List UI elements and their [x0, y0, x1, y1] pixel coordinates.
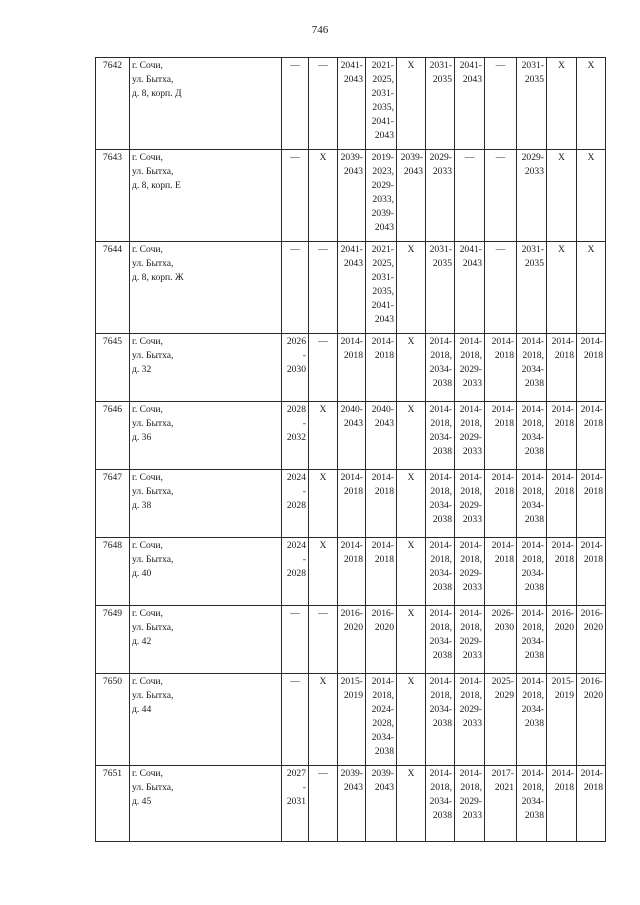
- period-cell: 2014- 2018, 2034- 2038: [517, 470, 547, 538]
- period-cell: 2014- 2018, 2034- 2038: [426, 674, 455, 766]
- period-cell: 2014- 2018: [577, 538, 606, 606]
- period-cell: 2039- 2043: [338, 150, 366, 242]
- not-applicable-mark: X: [309, 150, 338, 242]
- empty-dash: —: [309, 606, 338, 674]
- period-cell: 2014- 2018, 2034- 2038: [426, 538, 455, 606]
- period-cell: 2027- 2031: [282, 766, 309, 842]
- address-line: ул. Бытха,: [132, 350, 174, 361]
- period-cell: 2014- 2018: [338, 538, 366, 606]
- period-cell: 2014- 2018: [577, 470, 606, 538]
- period-cell: 2014- 2018: [485, 470, 517, 538]
- building-address: [130, 606, 282, 674]
- period-cell: 2015- 2019: [338, 674, 366, 766]
- table-body: [96, 58, 606, 842]
- period-cell: 2014- 2018, 2034- 2038: [426, 334, 455, 402]
- not-applicable-mark: X: [309, 674, 338, 766]
- empty-dash: —: [309, 334, 338, 402]
- period-cell: 2041- 2043: [338, 242, 366, 334]
- period-cell: 2014- 2018, 2034- 2038: [426, 766, 455, 842]
- period-cell: 2040- 2043: [366, 402, 397, 470]
- period-cell: 2014- 2018, 2034- 2038: [426, 402, 455, 470]
- address-line: д. 8, корп. Ж: [132, 272, 184, 283]
- address-line: д. 44: [132, 704, 152, 715]
- empty-dash: —: [455, 150, 485, 242]
- not-applicable-mark: X: [397, 538, 426, 606]
- empty-dash: —: [309, 242, 338, 334]
- address-line: г. Сочи,: [132, 608, 163, 619]
- period-cell: 2031- 2035: [517, 58, 547, 150]
- page-number: 746: [311, 24, 329, 36]
- address-line: г. Сочи,: [132, 676, 163, 687]
- row-number: 7643: [96, 150, 130, 242]
- row-number: 7651: [96, 766, 130, 842]
- building-address: [130, 334, 282, 402]
- period-cell: 2017- 2021: [485, 766, 517, 842]
- table-row: [96, 242, 606, 334]
- period-cell: 2031- 2035: [426, 58, 455, 150]
- period-cell: 2031- 2035: [517, 242, 547, 334]
- not-applicable-mark: X: [577, 150, 606, 242]
- period-cell: 2014- 2018: [366, 470, 397, 538]
- period-cell: 2014- 2018: [547, 402, 577, 470]
- period-cell: 2014- 2018, 2024- 2028, 2034- 2038: [366, 674, 397, 766]
- address-line: ул. Бытха,: [132, 622, 174, 633]
- not-applicable-mark: X: [397, 606, 426, 674]
- period-cell: 2014- 2018, 2034- 2038: [517, 402, 547, 470]
- row-number: 7646: [96, 402, 130, 470]
- table-row: [96, 334, 606, 402]
- not-applicable-mark: X: [547, 242, 577, 334]
- period-cell: 2014- 2018: [366, 538, 397, 606]
- building-address: [130, 58, 282, 150]
- not-applicable-mark: X: [577, 58, 606, 150]
- period-cell: 2029- 2033: [426, 150, 455, 242]
- period-cell: 2014- 2018, 2029- 2033: [455, 402, 485, 470]
- period-cell: 2014- 2018, 2034- 2038: [517, 334, 547, 402]
- row-number: 7647: [96, 470, 130, 538]
- period-cell: 2041- 2043: [338, 58, 366, 150]
- period-cell: 2014- 2018: [485, 402, 517, 470]
- row-number: 7644: [96, 242, 130, 334]
- period-cell: 2021- 2025, 2031- 2035, 2041- 2043: [366, 58, 397, 150]
- empty-dash: —: [485, 150, 517, 242]
- period-cell: 2021- 2025, 2031- 2035, 2041- 2043: [366, 242, 397, 334]
- table-row: [96, 402, 606, 470]
- period-cell: 2029- 2033: [517, 150, 547, 242]
- period-cell: 2014- 2018: [366, 334, 397, 402]
- empty-dash: —: [485, 58, 517, 150]
- period-cell: 2014- 2018: [338, 334, 366, 402]
- period-cell: 2014- 2018, 2029- 2033: [455, 538, 485, 606]
- not-applicable-mark: X: [309, 470, 338, 538]
- empty-dash: —: [309, 58, 338, 150]
- period-cell: 2014- 2018, 2029- 2033: [455, 674, 485, 766]
- not-applicable-mark: X: [397, 402, 426, 470]
- address-line: д. 42: [132, 636, 152, 647]
- period-cell: 2014- 2018, 2029- 2033: [455, 606, 485, 674]
- building-address: [130, 674, 282, 766]
- address-line: ул. Бытха,: [132, 486, 174, 497]
- period-cell: 2014- 2018: [338, 470, 366, 538]
- not-applicable-mark: X: [397, 766, 426, 842]
- period-cell: 2024- 2028: [282, 538, 309, 606]
- row-number: 7650: [96, 674, 130, 766]
- period-cell: 2014- 2018, 2034- 2038: [426, 606, 455, 674]
- period-cell: 2014- 2018: [485, 538, 517, 606]
- row-number: 7645: [96, 334, 130, 402]
- address-line: д. 38: [132, 500, 152, 511]
- period-cell: 2039- 2043: [397, 150, 426, 242]
- building-address: [130, 470, 282, 538]
- address-line: ул. Бытха,: [132, 258, 174, 269]
- not-applicable-mark: X: [309, 538, 338, 606]
- period-cell: 2015- 2019: [547, 674, 577, 766]
- table-row: [96, 606, 606, 674]
- period-cell: 2024- 2028: [282, 470, 309, 538]
- building-address: [130, 766, 282, 842]
- building-address: [130, 150, 282, 242]
- address-line: д. 32: [132, 364, 152, 375]
- address-line: г. Сочи,: [132, 152, 163, 163]
- period-cell: 2019- 2023, 2029- 2033, 2039- 2043: [366, 150, 397, 242]
- period-cell: 2014- 2018: [547, 334, 577, 402]
- table-row: [96, 674, 606, 766]
- row-number: 7649: [96, 606, 130, 674]
- row-number: 7642: [96, 58, 130, 150]
- empty-dash: —: [282, 58, 309, 150]
- not-applicable-mark: X: [397, 674, 426, 766]
- empty-dash: —: [282, 674, 309, 766]
- address-line: д. 8, корп. Д: [132, 88, 182, 99]
- address-line: ул. Бытха,: [132, 74, 174, 85]
- table-row: [96, 470, 606, 538]
- period-cell: 2014- 2018: [577, 766, 606, 842]
- address-line: ул. Бытха,: [132, 690, 174, 701]
- empty-dash: —: [282, 150, 309, 242]
- period-cell: 2016- 2020: [577, 606, 606, 674]
- period-cell: 2026- 2030: [282, 334, 309, 402]
- address-line: д. 8, корп. Е: [132, 180, 181, 191]
- address-line: г. Сочи,: [132, 768, 163, 779]
- period-cell: 2014- 2018: [547, 470, 577, 538]
- address-line: д. 40: [132, 568, 152, 579]
- empty-dash: —: [485, 242, 517, 334]
- period-cell: 2014- 2018, 2034- 2038: [517, 538, 547, 606]
- address-line: г. Сочи,: [132, 60, 163, 71]
- building-address: [130, 242, 282, 334]
- not-applicable-mark: X: [547, 58, 577, 150]
- address-line: ул. Бытха,: [132, 554, 174, 565]
- period-cell: 2026- 2030: [485, 606, 517, 674]
- row-number: 7648: [96, 538, 130, 606]
- period-cell: 2014- 2018, 2034- 2038: [517, 674, 547, 766]
- table-row: [96, 58, 606, 150]
- not-applicable-mark: X: [397, 470, 426, 538]
- period-cell: 2031- 2035: [426, 242, 455, 334]
- address-line: ул. Бытха,: [132, 418, 174, 429]
- period-cell: 2014- 2018, 2029- 2033: [455, 470, 485, 538]
- table-row: [96, 766, 606, 842]
- not-applicable-mark: X: [397, 242, 426, 334]
- address-line: г. Сочи,: [132, 540, 163, 551]
- address-line: г. Сочи,: [132, 472, 163, 483]
- period-cell: 2016- 2020: [338, 606, 366, 674]
- empty-dash: —: [309, 766, 338, 842]
- period-cell: 2014- 2018, 2029- 2033: [455, 766, 485, 842]
- not-applicable-mark: X: [309, 402, 338, 470]
- table-row: [96, 150, 606, 242]
- empty-dash: —: [282, 606, 309, 674]
- period-cell: 2016- 2020: [366, 606, 397, 674]
- empty-dash: —: [282, 242, 309, 334]
- period-cell: 2016- 2020: [577, 674, 606, 766]
- period-cell: 2041- 2043: [455, 242, 485, 334]
- building-address: [130, 538, 282, 606]
- period-cell: 2014- 2018: [577, 402, 606, 470]
- not-applicable-mark: X: [397, 58, 426, 150]
- period-cell: 2014- 2018, 2034- 2038: [517, 766, 547, 842]
- building-repair-schedule-table: [95, 57, 606, 842]
- period-cell: 2040- 2043: [338, 402, 366, 470]
- period-cell: 2014- 2018, 2034- 2038: [517, 606, 547, 674]
- period-cell: 2025- 2029: [485, 674, 517, 766]
- period-cell: 2039- 2043: [366, 766, 397, 842]
- address-line: г. Сочи,: [132, 244, 163, 255]
- period-cell: 2016- 2020: [547, 606, 577, 674]
- address-line: д. 36: [132, 432, 152, 443]
- not-applicable-mark: X: [547, 150, 577, 242]
- address-line: ул. Бытха,: [132, 166, 174, 177]
- period-cell: 2014- 2018: [485, 334, 517, 402]
- period-cell: 2039- 2043: [338, 766, 366, 842]
- building-address: [130, 402, 282, 470]
- period-cell: 2014- 2018: [577, 334, 606, 402]
- table-row: [96, 538, 606, 606]
- period-cell: 2014- 2018, 2029- 2033: [455, 334, 485, 402]
- address-line: г. Сочи,: [132, 404, 163, 415]
- not-applicable-mark: X: [397, 334, 426, 402]
- period-cell: 2041- 2043: [455, 58, 485, 150]
- address-line: д. 45: [132, 796, 152, 807]
- period-cell: 2028- 2032: [282, 402, 309, 470]
- address-line: г. Сочи,: [132, 336, 163, 347]
- not-applicable-mark: X: [577, 242, 606, 334]
- period-cell: 2014- 2018: [547, 766, 577, 842]
- period-cell: 2014- 2018, 2034- 2038: [426, 470, 455, 538]
- period-cell: 2014- 2018: [547, 538, 577, 606]
- address-line: ул. Бытха,: [132, 782, 174, 793]
